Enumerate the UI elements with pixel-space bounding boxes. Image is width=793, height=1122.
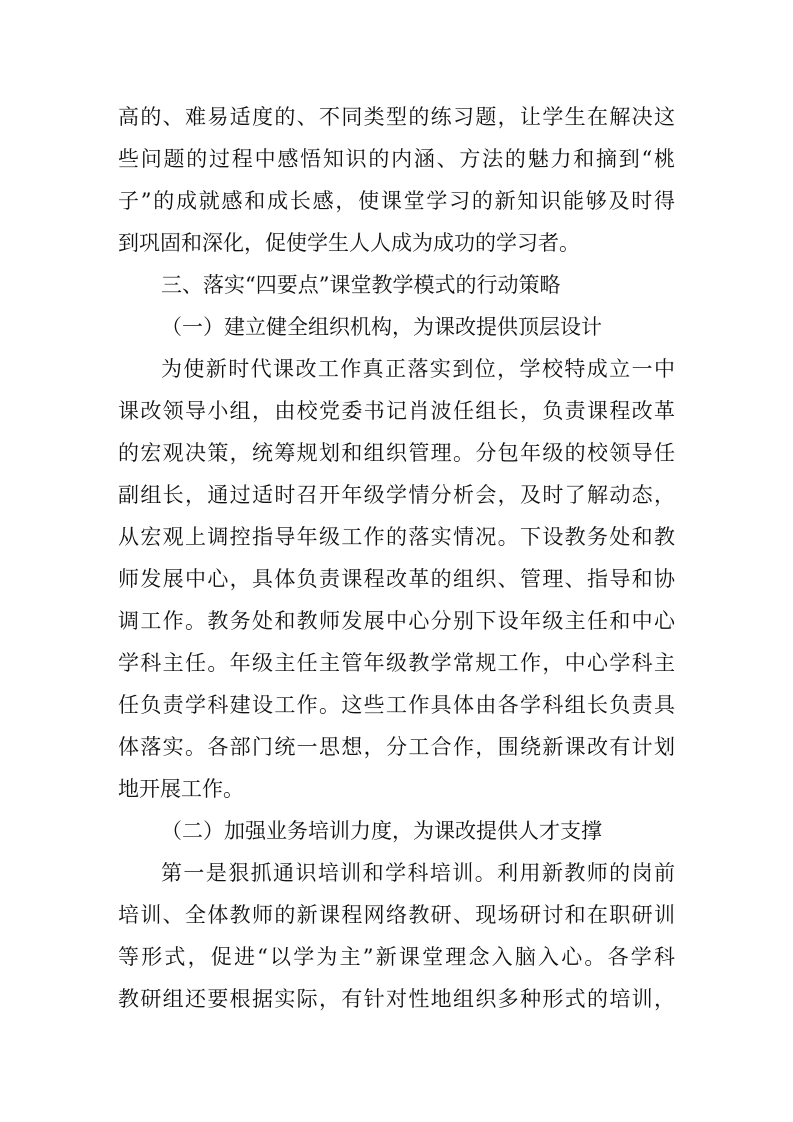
paragraph-line: 到巩固和深化，促使学生人人成为成功的学习者。: [118, 231, 580, 255]
paragraph-line: 从宏观上调控指导年级工作的落实情况。下设教务处和教: [118, 525, 675, 549]
paragraph-line: 任负责学科建设工作。这些工作具体由各学科组长负责具: [118, 693, 675, 717]
paragraph-line: 培训、全体教师的新课程网络教研、现场研讨和在职研训: [118, 903, 675, 927]
paragraph-line: 为使新时代课改工作真正落实到位，学校特成立一中: [161, 357, 675, 381]
paragraph-line: 调工作。教务处和教师发展中心分别下设年级主任和中心: [118, 609, 675, 633]
paragraph-line: 副组长，通过适时召开年级学情分析会，及时了解动态，: [118, 483, 675, 507]
subsection-heading: （一）建立健全组织机构，为课改提供顶层设计: [161, 315, 602, 339]
paragraph-line: 的宏观决策，统筹规划和组织管理。分包年级的校领导任: [118, 441, 675, 465]
paragraph-line: 第一是狠抓通识培训和学科培训。利用新教师的岗前: [161, 861, 675, 885]
paragraph-line: 师发展中心，具体负责课程改革的组织、管理、指导和协: [118, 567, 675, 591]
paragraph-line: 地开展工作。: [118, 777, 244, 801]
paragraph-line: 教研组还要根据实际，有针对性地组织多种形式的培训，: [118, 987, 675, 1011]
paragraph-line: 等形式，促进“以学为主”新课堂理念入脑入心。各学科: [118, 945, 675, 969]
paragraph-line: 子”的成就感和成长感，使课堂学习的新知识能够及时得: [118, 189, 675, 213]
paragraph-line: 高的、难易适度的、不同类型的练习题，让学生在解决这: [118, 105, 675, 129]
paragraph-line: 些问题的过程中感悟知识的内涵、方法的魅力和摘到“桃: [118, 147, 675, 171]
paragraph-line: 课改领导小组，由校党委书记肖波任组长，负责课程改革: [118, 399, 675, 423]
section-heading: 三、落实“四要点”课堂教学模式的行动策略: [161, 273, 561, 297]
paragraph-line: 体落实。各部门统一思想，分工合作，围绕新课改有计划: [118, 735, 675, 759]
subsection-heading: （二）加强业务培训力度，为课改提供人才支撑: [161, 819, 602, 843]
paragraph-line: 学科主任。年级主任主管年级教学常规工作，中心学科主: [118, 651, 675, 675]
